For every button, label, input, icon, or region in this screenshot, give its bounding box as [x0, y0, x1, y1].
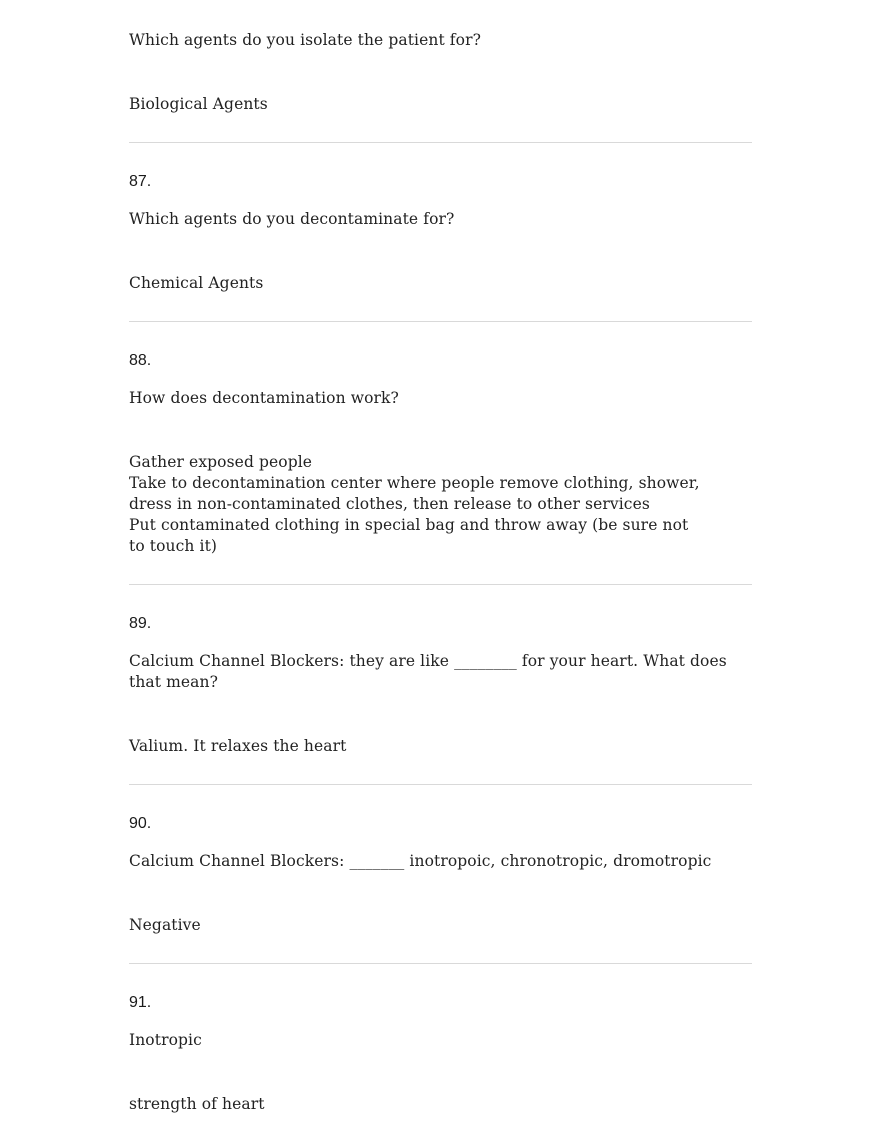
flashcard [129, 993, 752, 1142]
card-number: 90. [129, 815, 152, 832]
flashcard [129, 172, 752, 322]
flashcard [129, 30, 752, 143]
card-answer: Chemical Agents [129, 274, 264, 292]
card-question: Inotropic [129, 1031, 202, 1049]
flashcard [129, 614, 752, 785]
card-number: 91. [129, 994, 152, 1011]
card-question: Which agents do you decontaminate for? [129, 210, 455, 228]
card-answer: Gather exposed people Take to decontamination center where people remove clothing, shower, dress in non-contaminated clothes, then release to other services Put contaminated clothing in special bag and throw away (be sure not to touch it) [129, 453, 700, 555]
card-question: Calcium Channel Blockers: _______ inotropoic, chronotropic, dromotropic [129, 852, 712, 870]
flashcard [129, 351, 752, 585]
card-answer: Valium. It relaxes the heart [129, 737, 347, 755]
card-question: How does decontamination work? [129, 389, 399, 407]
card-number: 88. [129, 352, 152, 369]
card-answer: strength of heart [129, 1095, 265, 1113]
card-answer: Negative [129, 916, 201, 934]
card-number: 87. [129, 173, 152, 190]
card-question: Which agents do you isolate the patient for? [129, 31, 481, 49]
card-number: 89. [129, 615, 152, 632]
card-answer: Biological Agents [129, 95, 268, 113]
card-question: Calcium Channel Blockers: they are like ________ for your heart. What does that mean? [129, 652, 727, 691]
flashcard [129, 814, 752, 964]
flashcard-list [129, 0, 752, 1142]
